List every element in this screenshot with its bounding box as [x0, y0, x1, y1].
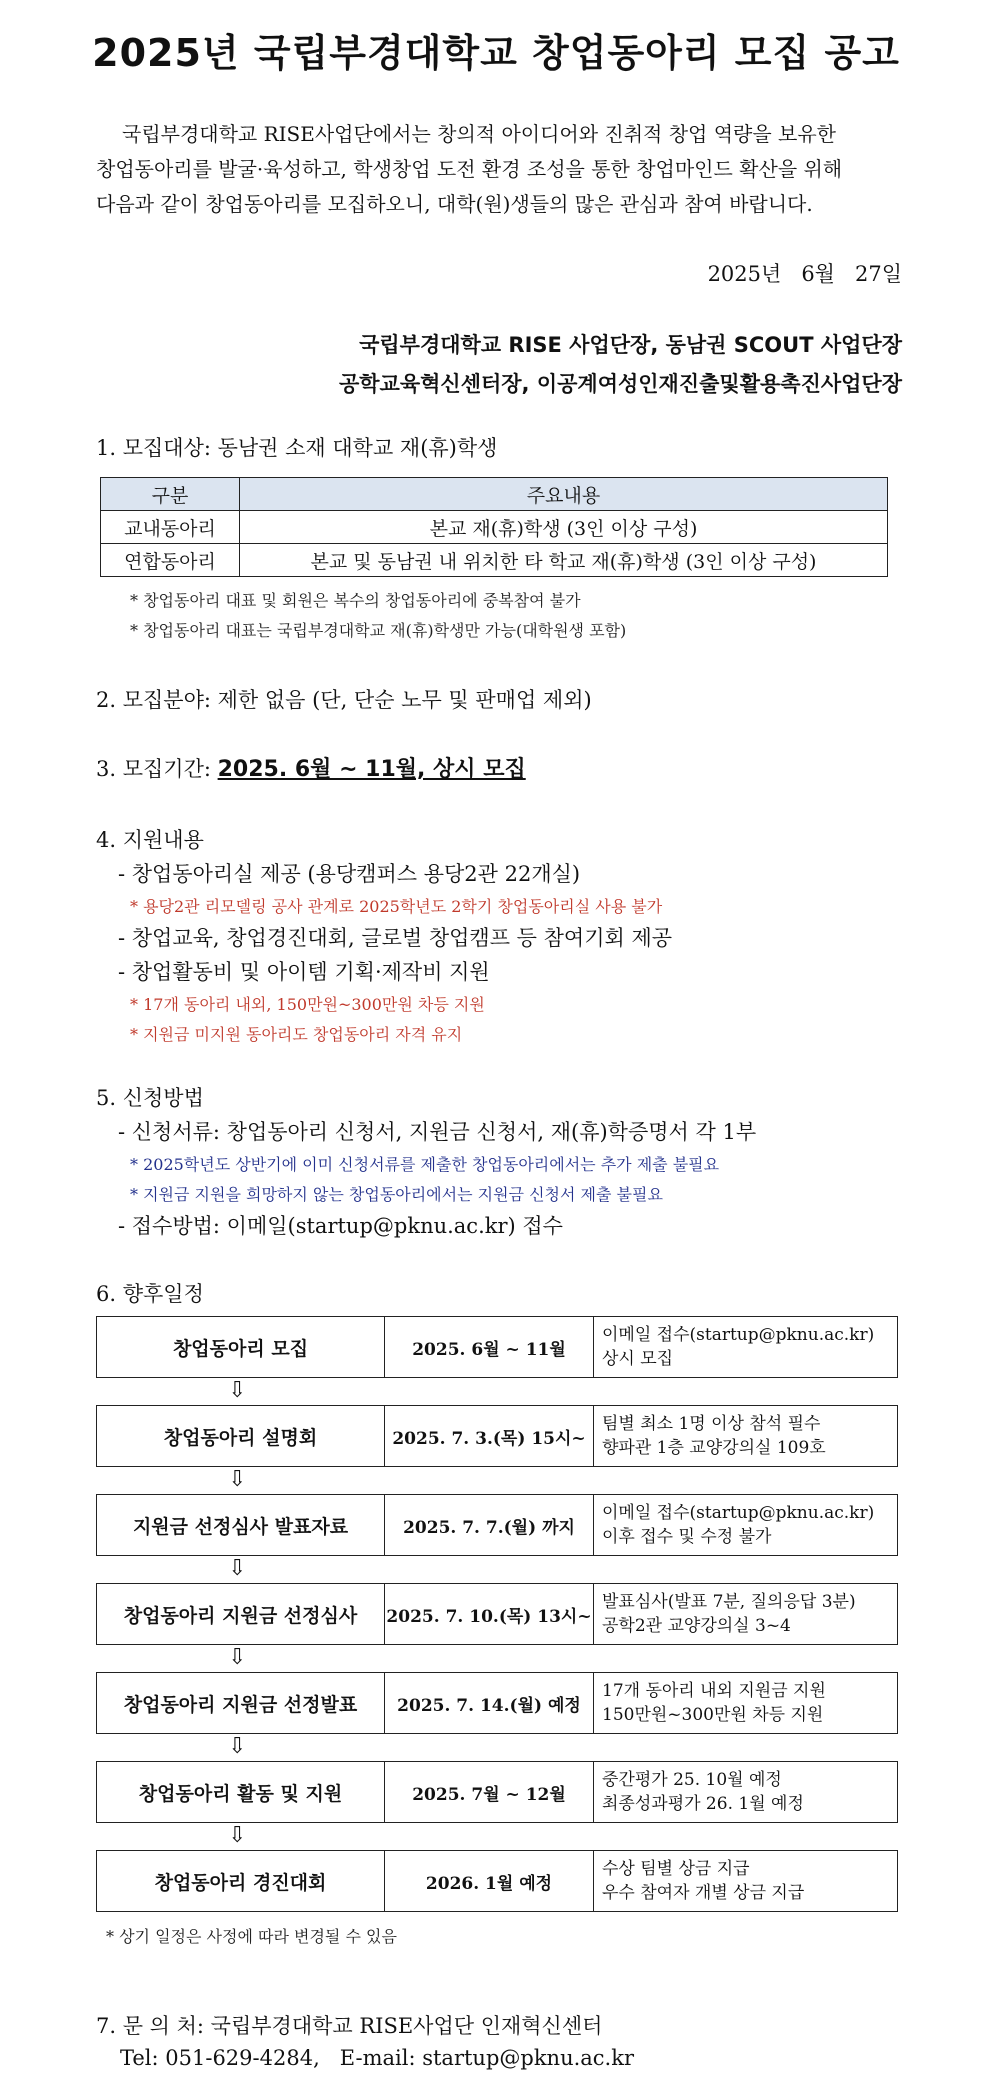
down-arrow-icon: ⇩	[228, 1378, 247, 1403]
table-row	[101, 511, 888, 544]
table-header-content: 주요내용	[240, 478, 888, 511]
step-detail	[594, 1495, 897, 1555]
application-item-2: - 접수방법: 이메일(startup@pknu.ac.kr) 접수	[118, 1214, 563, 1238]
support-item-2: - 창업교육, 창업경진대회, 글로벌 창업캠프 등 참여기회 제공	[118, 926, 673, 950]
intro-paragraph	[96, 117, 902, 222]
support-item-1: - 창업동아리실 제공 (용당캠퍼스 용당2관 22개실)	[118, 862, 581, 886]
step-name: 창업동아리 지원금 선정발표	[97, 1673, 385, 1733]
step-detail-line-1: 팀별 최소 1명 이상 참석 필수	[602, 1414, 821, 1434]
step-date: 2025. 7. 14.(월) 예정	[385, 1673, 594, 1733]
section-1-note-1: * 창업동아리 대표 및 회원은 복수의 창업동아리에 중복참여 불가	[130, 591, 581, 610]
schedule-step	[96, 1672, 898, 1734]
support-note-1: * 용당2관 리모델링 공사 관계로 2025학년도 2학기 창업동아리실 사용 불가	[130, 897, 663, 916]
step-detail-line-1: 이메일 접수(startup@pknu.ac.kr)	[602, 1325, 875, 1345]
step-detail	[594, 1406, 897, 1466]
issuing-organizations	[339, 326, 902, 404]
step-detail-line-1: 발표심사(발표 7분, 질의응답 3분)	[602, 1592, 856, 1612]
schedule-step	[96, 1761, 898, 1823]
page-title: 2025년 국립부경대학교 창업동아리 모집 공고	[92, 31, 900, 75]
schedule-step	[96, 1850, 898, 1912]
org-line-1: 국립부경대학교 RISE 사업단장, 동남권 SCOUT 사업단장	[359, 333, 902, 357]
step-name: 창업동아리 설명회	[97, 1406, 385, 1466]
step-detail-line-1: 중간평가 25. 10월 예정	[602, 1770, 782, 1790]
section-3-heading	[96, 752, 526, 783]
step-detail	[594, 1851, 897, 1911]
down-arrow-icon: ⇩	[228, 1823, 247, 1848]
schedule-note: * 상기 일정은 사정에 따라 변경될 수 있음	[106, 1927, 397, 1946]
contact-line-2: Tel: 051-629-4284, E-mail: startup@pknu.ac.kr	[120, 2046, 634, 2070]
step-detail-line-2: 향파관 1층 교양강의실 109호	[602, 1438, 826, 1458]
section-4-heading: 4. 지원내용	[96, 828, 204, 852]
intro-line-2: 창업동아리를 발굴·육성하고, 학생창업 도전 환경 조성을 통한 창업마인드 확산을 위해	[96, 157, 843, 181]
support-note-3: * 지원금 미지원 동아리도 창업동아리 자격 유지	[130, 1025, 463, 1044]
step-date: 2025. 7. 10.(목) 13시~	[385, 1584, 594, 1644]
step-detail	[594, 1317, 897, 1377]
step-date: 2025. 7. 3.(목) 15시~	[385, 1406, 594, 1466]
step-detail-line-2: 이후 접수 및 수정 불가	[602, 1527, 772, 1547]
step-detail-line-2: 상시 모집	[602, 1349, 674, 1369]
application-note-2: * 지원금 지원을 희망하지 않는 창업동아리에서는 지원금 신청서 제출 불필요	[130, 1185, 663, 1204]
down-arrow-icon: ⇩	[228, 1467, 247, 1492]
step-name: 창업동아리 경진대회	[97, 1851, 385, 1911]
step-name: 지원금 선정심사 발표자료	[97, 1495, 385, 1555]
section-1-note-2: * 창업동아리 대표는 국립부경대학교 재(휴)학생만 가능(대학원생 포함)	[130, 621, 627, 640]
org-line-2: 공학교육혁신센터장, 이공계여성인재진출및활용촉진사업단장	[338, 372, 902, 396]
section-2-heading: 2. 모집분야: 제한 없음 (단, 단순 노무 및 판매업 제외)	[96, 688, 592, 712]
section-3-label: 3. 모집기간:	[96, 757, 218, 781]
section-5-heading: 5. 신청방법	[96, 1086, 204, 1110]
step-date: 2025. 7. 7.(월) 까지	[385, 1495, 594, 1555]
table-row	[101, 544, 888, 577]
support-item-3: - 창업활동비 및 아이템 기획·제작비 지원	[118, 960, 490, 984]
table-header-category: 구분	[101, 478, 240, 511]
intro-line-1: 국립부경대학교 RISE사업단에서는 창의적 아이디어와 진취적 창업 역량을 보유한	[122, 122, 837, 146]
step-date: 2025. 6월 ~ 11월	[385, 1317, 594, 1377]
step-detail-line-1: 17개 동아리 내외 지원금 지원	[602, 1681, 826, 1701]
step-date: 2026. 1월 예정	[385, 1851, 594, 1911]
step-detail	[594, 1584, 897, 1644]
table-header-row	[101, 478, 888, 511]
step-detail-line-1: 이메일 접수(startup@pknu.ac.kr)	[602, 1503, 875, 1523]
intro-line-3: 다음과 같이 창업동아리를 모집하오니, 대학(원)생들의 많은 관심과 참여 바랍니다.	[96, 192, 813, 216]
schedule-step	[96, 1316, 898, 1378]
step-detail-line-2: 우수 참여자 개별 상금 지급	[602, 1883, 805, 1903]
support-note-2: * 17개 동아리 내외, 150만원~300만원 차등 지원	[130, 995, 485, 1014]
table-cell: 연합동아리	[101, 544, 240, 577]
schedule-step	[96, 1494, 898, 1556]
step-name: 창업동아리 모집	[97, 1317, 385, 1377]
table-cell: 본교 및 동남권 내 위치한 타 학교 재(휴)학생 (3인 이상 구성)	[240, 544, 888, 577]
step-name: 창업동아리 활동 및 지원	[97, 1762, 385, 1822]
announcement-date: 2025년 6월 27일	[707, 262, 902, 286]
table-cell: 교내동아리	[101, 511, 240, 544]
application-note-1: * 2025학년도 상반기에 이미 신청서류를 제출한 창업동아리에서는 추가 제출 불필요	[130, 1155, 720, 1174]
step-detail	[594, 1673, 897, 1733]
down-arrow-icon: ⇩	[228, 1734, 247, 1759]
step-detail-line-2: 공학2관 교양강의실 3~4	[602, 1616, 791, 1636]
application-item-1: - 신청서류: 창업동아리 신청서, 지원금 신청서, 재(휴)학증명서 각 1부	[118, 1120, 757, 1144]
down-arrow-icon: ⇩	[228, 1645, 247, 1670]
schedule-step	[96, 1405, 898, 1467]
step-name: 창업동아리 지원금 선정심사	[97, 1584, 385, 1644]
schedule-step	[96, 1583, 898, 1645]
step-detail-line-1: 수상 팀별 상금 지급	[602, 1859, 750, 1879]
target-table	[100, 477, 888, 577]
step-detail-line-2: 최종성과평가 26. 1월 예정	[602, 1794, 804, 1814]
table-cell: 본교 재(휴)학생 (3인 이상 구성)	[240, 511, 888, 544]
step-detail	[594, 1762, 897, 1822]
section-1-heading: 1. 모집대상: 동남권 소재 대학교 재(휴)학생	[96, 436, 498, 460]
step-detail-line-2: 150만원~300만원 차등 지원	[602, 1705, 824, 1725]
step-date: 2025. 7월 ~ 12월	[385, 1762, 594, 1822]
down-arrow-icon: ⇩	[228, 1556, 247, 1581]
contact-line-1: 7. 문 의 처: 국립부경대학교 RISE사업단 인재혁신센터	[96, 2014, 603, 2038]
section-6-heading: 6. 향후일정	[96, 1282, 204, 1306]
recruitment-period: 2025. 6월 ~ 11월, 상시 모집	[217, 757, 526, 782]
